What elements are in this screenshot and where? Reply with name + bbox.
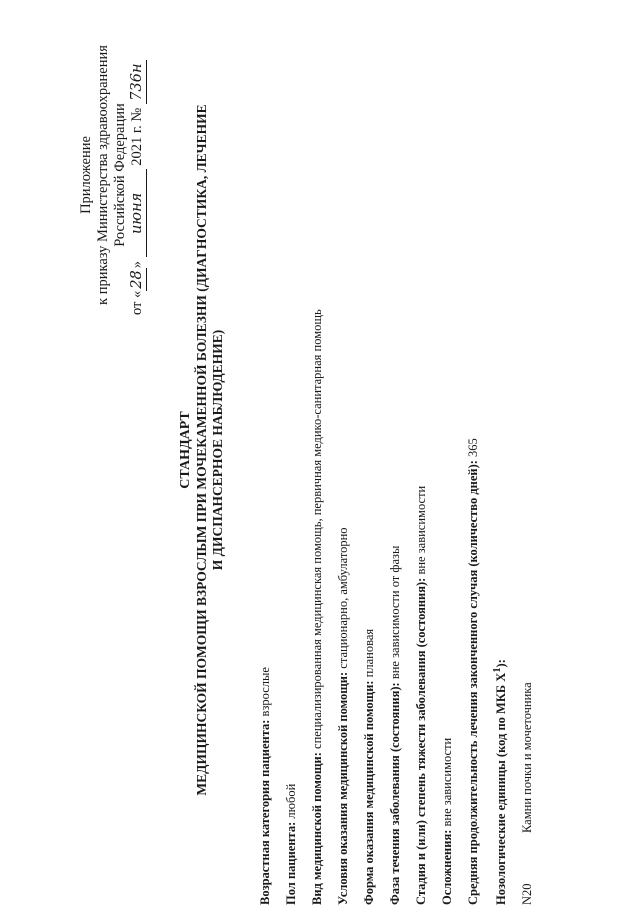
field-value: вне зависимости xyxy=(414,485,428,578)
icd-name: Камни почки и мочеточника xyxy=(520,682,534,833)
document-title xyxy=(178,55,226,845)
appendix-order-ref: к приказу Министерства здравоохранения xyxy=(95,45,111,305)
field-label: Условия оказания медицинской помощи: xyxy=(336,671,350,905)
field-care-type xyxy=(310,309,325,905)
appendix-federation: Российской Федерации xyxy=(112,103,128,247)
appendix-date-line xyxy=(129,35,147,315)
field-complications xyxy=(440,738,455,905)
handwritten-day: 28 xyxy=(129,270,145,289)
field-sex xyxy=(284,784,299,905)
title-line-1: МЕДИЦИНСКОЙ ПОМОЩИ ВЗРОСЛЫМ ПРИ МОЧЕКАМЕННОЙ БОЛЕЗНИ (ДИАГНОСТИКА, ЛЕЧЕНИЕ xyxy=(194,104,209,796)
field-label: Вид медицинской помощи: xyxy=(310,752,324,905)
nosology-code-row xyxy=(520,682,535,905)
field-value: взрослые xyxy=(258,667,272,720)
title-line-2: И ДИСПАНСЕРНОЕ НАБЛЮДЕНИЕ) xyxy=(210,329,225,571)
field-label: Форма оказания медицинской помощи: xyxy=(362,680,376,905)
field-value: стационарно, амбулаторно xyxy=(336,527,350,672)
field-label-end: ): xyxy=(494,659,509,668)
field-label: Осложнения: xyxy=(440,829,454,905)
date-year: 2021 г. № xyxy=(129,107,145,166)
field-label: Нозологические единицы (код по МКБ X xyxy=(494,672,509,905)
field-age-category xyxy=(258,667,273,905)
field-label: Средняя продолжительность лечения законченного случая (количество дней): xyxy=(466,460,480,905)
field-treatment-duration xyxy=(466,438,481,905)
field-value: специализированная медицинская помощь, первичная медико-санитарная помощь xyxy=(310,309,324,753)
field-disease-stage xyxy=(414,486,429,905)
field-label: Стадия и (или) степень тяжести заболевания (состояния): xyxy=(414,577,428,905)
field-nosological-units xyxy=(492,659,509,905)
appendix-title: Приложение xyxy=(78,136,94,214)
date-prefix: от « xyxy=(129,290,145,315)
field-disease-phase xyxy=(388,546,403,905)
field-care-conditions xyxy=(336,527,351,905)
field-label: Фаза течения заболевания (состояния): xyxy=(388,682,402,905)
handwritten-order-number: 736н xyxy=(129,60,147,104)
field-value: вне зависимости от фазы xyxy=(388,545,402,683)
appendix-block xyxy=(78,35,147,315)
field-care-form xyxy=(362,629,377,905)
field-label: Пол пациента: xyxy=(284,821,298,905)
field-label: Возрастная категория пациента: xyxy=(258,719,272,905)
footnote-marker: 1 xyxy=(492,667,503,673)
field-value: 365 xyxy=(466,438,480,461)
title-standard: СТАНДАРТ xyxy=(178,411,193,489)
date-mid: » xyxy=(129,261,145,269)
icd-code: N20 xyxy=(520,883,534,905)
field-value: любой xyxy=(284,783,298,822)
field-value: вне зависимости xyxy=(440,737,454,830)
field-value: плановая xyxy=(362,628,376,681)
handwritten-month: июня xyxy=(129,169,147,257)
